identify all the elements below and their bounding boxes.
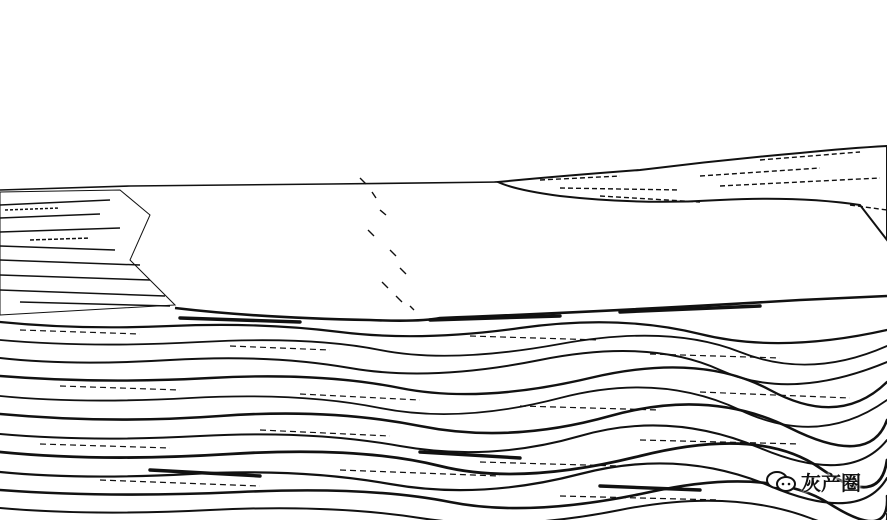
horizon-line bbox=[0, 182, 500, 190]
headland bbox=[498, 146, 887, 240]
chat-bubbles-icon bbox=[765, 469, 797, 495]
watermark bbox=[765, 467, 861, 496]
watermark-text: 灰产圈 bbox=[801, 471, 861, 495]
spray-dots bbox=[360, 178, 414, 310]
wave-lines bbox=[0, 322, 887, 520]
